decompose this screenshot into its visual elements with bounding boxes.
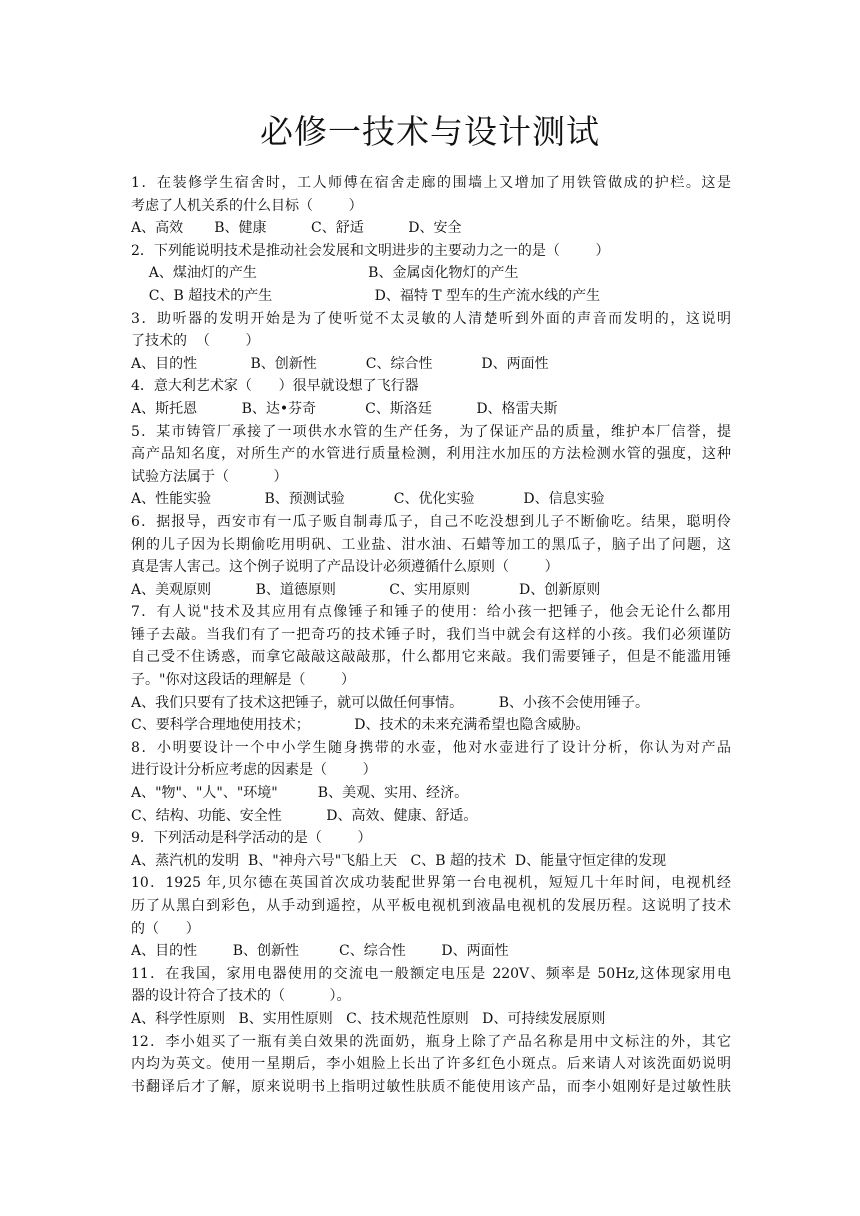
text-line: 真是害人害己。这个例子说明了产品设计必须遵循什么原则（ ）: [131, 559, 559, 576]
text-line: 1．在装修学生宿舍时，工人师傅在宿舍走廊的围墙上又增加了用铁管做成的护栏。这是: [131, 175, 731, 191]
text-line: 3．助听器的发明开始是为了使听觉不太灵敏的人清楚听到外面的声音而发明的，这说明: [131, 310, 731, 327]
text-line: 11．在我国，家用电器使用的交流电一般额定电压是 220V、频率是 50Hz,这体现家用电: [131, 965, 731, 982]
text-line: A、目的性 B、创新性 C、综合性 D、两面性: [131, 355, 549, 372]
text-line: 书翻译后才了解，原来说明书上指明过敏性肤质不能使用该产品，而李小姐刚好是过敏性肤: [131, 1078, 731, 1095]
question-body: [131, 172, 731, 1098]
text-line: 了技术的 （ ）: [131, 333, 260, 350]
text-line: A、我们只要有了技术这把锤子，就可以做任何事情。 B、小孩不会使用锤子。: [131, 694, 649, 711]
text-line: C、结构、功能、安全性 D、高效、健康、舒适。: [131, 807, 478, 824]
text-line: 俐的儿子因为长期偷吃用明矾、工业盐、泔水油、石蜡等加工的黑瓜子，脑子出了问题，这: [131, 536, 731, 553]
text-line: 9．下列活动是科学活动的是（ ）: [131, 830, 372, 847]
text-line: A、蒸汽机的发明 B、"神舟六号"飞船上天 C、B 超的技术 D、能量守恒定律的发现: [131, 852, 667, 869]
text-line: 试验方法属于（ ）: [131, 468, 288, 485]
text-line: 内均为英文。使用一星期后，李小姐脸上长出了许多红色小斑点。后来请人对该洗面奶说明: [131, 1056, 731, 1073]
text-line: A、目的性 B、创新性 C、综合性 D、两面性: [131, 943, 509, 960]
text-line: 器的设计符合了技术的（ ）。: [131, 988, 351, 1005]
text-line: A、"物"、"人"、"环境" B、美观、实用、经济。: [131, 785, 469, 802]
text-line: C、要科学合理地使用技术； D、技术的未来充满希望也隐含威胁。: [131, 717, 590, 734]
text-line: 历了从黑白到彩色，从手动到遥控，从平板电视机到液晶电视机的发展历程。这说明了技术: [131, 898, 731, 914]
text-line: A、性能实验 B、预测试验 C、优化实验 D、信息实验: [131, 491, 605, 508]
text-line: 8．小明要设计一个中小学生随身携带的水壶，他对水壶进行了设计分析，你认为对产品: [131, 739, 731, 756]
text-line: C、B 超技术的产生 D、福特 T 型车的生产流水线的产生: [131, 287, 601, 304]
page-title: 必修一技术与设计测试: [260, 112, 600, 151]
text-line: A、高效 B、健康 C、舒适 D、安全: [131, 220, 462, 237]
text-line: 的（ ）: [131, 920, 200, 937]
text-line: A、美观原则 B、道德原则 C、实用原则 D、创新原则: [131, 581, 601, 598]
text-line: 锤子去敲。当我们有了一把奇巧的技术锤子时，我们当中就会有这样的小孩。我们必须谨防: [131, 626, 731, 643]
text-line: 进行设计分析应考虑的因素是（ ）: [131, 762, 377, 779]
text-line: 考虑了人机关系的什么目标（ ）: [131, 197, 363, 214]
text-line: 5．某市铸管厂承接了一项供水水管的生产任务，为了保证产品的质量，维护本厂信誉，提: [131, 423, 731, 440]
text-line: 高产品知名度，对所生产的水管进行质量检测，利用注水加压的方法检测水管的强度，这种: [131, 446, 731, 463]
text-line: 7．有人说"技术及其应用有点像锤子和锤子的使用：给小孩一把锤子，他会无论什么都用: [131, 604, 731, 621]
text-line: 自己受不住诱惑，而拿它敲敲这敲敲那，什么都用它来敲。我们需要锤子，但是不能滥用锤: [131, 649, 731, 666]
text-line: A、科学性原则 B、实用性原则 C、技术规范性原则 D、可持续发展原则: [131, 1010, 606, 1027]
text-line: 12．李小姐买了一瓶有美白效果的洗面奶，瓶身上除了产品名称是用中文标注的外，其它: [131, 1033, 731, 1050]
text-line: 子。"你对这段话的理解是（ ）: [131, 672, 356, 689]
text-line: 10．1925 年,贝尔德在英国首次成功装配世界第一台电视机，短短几十年时间，电视机经: [131, 875, 731, 892]
text-line: A、斯托恩 B、达•芬奇 C、斯洛廷 D、格雷夫斯: [131, 400, 558, 417]
text-line: A、煤油灯的产生 B、金属卤化物灯的产生: [131, 265, 519, 282]
text-line: 2．下列能说明技术是推动社会发展和文明进步的主要动力之一的是（ ）: [131, 242, 610, 259]
text-line: 4．意大利艺术家（ ）很早就设想了飞行器: [131, 378, 419, 395]
text-line: 6．据报导，西安市有一瓜子贩自制毒瓜子，自己不吃没想到儿子不断偷吃。结果，聪明伶: [131, 513, 731, 530]
